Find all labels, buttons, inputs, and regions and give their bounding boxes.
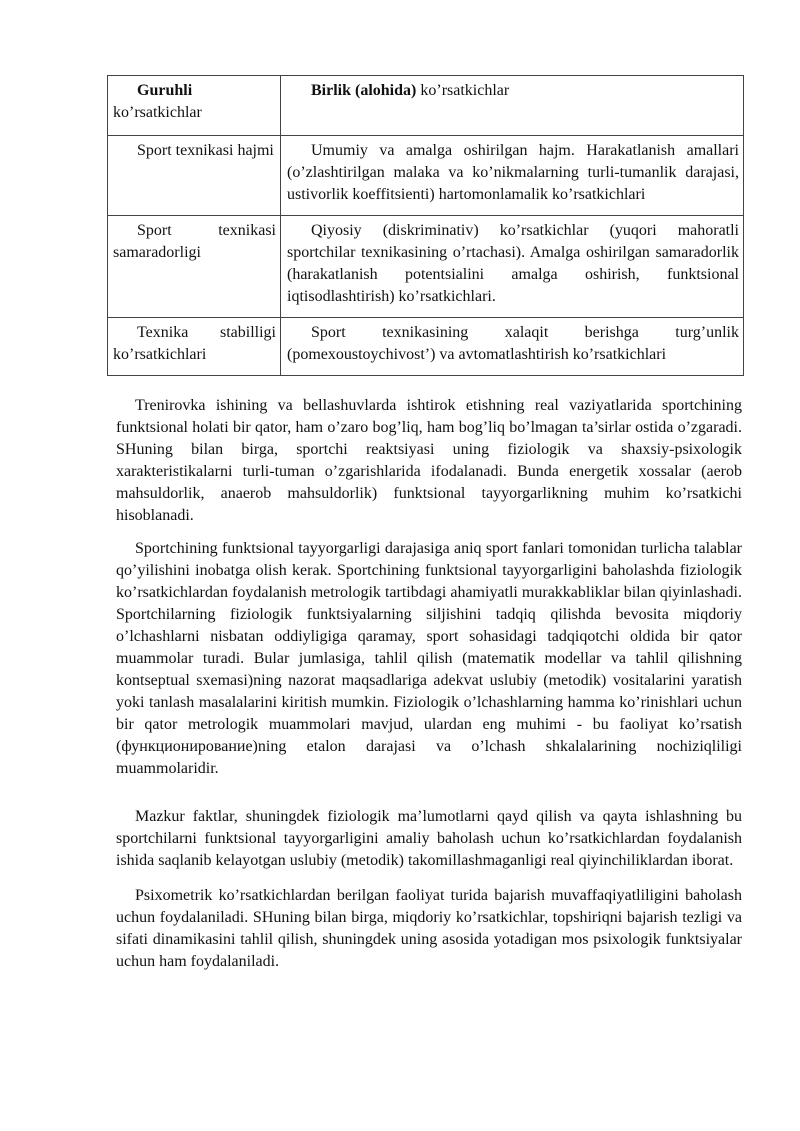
header-details-rest: ko’rsatkichlar	[416, 82, 510, 99]
table-header-row	[108, 76, 744, 136]
table-cell-details: Qiyosiy (diskriminativ) ko’rsatkichlar (yuqori mahoratli sportchilar texnikasining o’rtachasi). Amalga oshirilgan samaradorlik (harakatlanish potentsialini amalga oshirish, funktsional iqtisodlashtirish) ko’rsatkichlari.	[281, 216, 744, 318]
body-paragraph-2: Sportchining funktsional tayyorgarligi darajasiga aniq sport fanlari tomonidan turlicha talablar qo’yilishini inobatga olish kerak. Sportchining funktsional tayyorgarligini baholashda fiziologik ko’rsatkichlardan foydalanish metrologik tartibdagi ahamiyatli murakkabliklar bilan qiyinlashadi. Sportchilarning fiziologik funktsiyalarning siljishini tadqiq qilishda bevosita miqdoriy o’lchashlarni nisbatan oddiyligiga qaramay, sport sohasidagi tadqiqotchi oldida bir qator muammolar turadi. Bular jumlasiga, tahlil qilish (matematik modellar va tahlil qilishning kontseptual sxemasi)ning nazorat maqsadlariga adekvat uslubiy (metodik) vositalarini yaratish yoki tanlash masalalarini kiritish mumkin. Fiziologik o’lchashlarning hamma ko’rinishlari uchun bir qator metrologik muammolari mavjud, ulardan eng muhimi - bu faoliyat ko’rsatish (функционирование)ning etalon darajasi va o’lchash shkalalarining nochiziqliligi muammolaridir.	[116, 540, 742, 777]
table-header-details	[281, 76, 744, 136]
table-cell-group: Texnika stabilligi ko’rsatkichlari	[108, 318, 281, 376]
table-header-group	[108, 76, 281, 136]
header-group-rest: ko’rsatkichlar	[113, 104, 202, 121]
table-cell-group: Sport texnikasi samaradorligi	[108, 216, 281, 318]
table-row	[108, 318, 744, 376]
table-row	[108, 136, 744, 216]
body-paragraph-3: Mazkur faktlar, shuningdek fiziologik ma’lumotlarni qayd qilish va qayta ishlashning bu sportchilarni funktsional tayyorgarligini amaliy baholash uchun ko’rsatkichlardan foydalanish ishida saqlanib kelayotgan uslubiy (metodik) takomillashmaganligi real qiyinchiliklardan iborat.	[116, 808, 742, 869]
table-cell-group: Sport texnikasi hajmi	[108, 136, 281, 216]
indicators-table	[107, 75, 744, 376]
body-paragraph-1: Trenirovka ishining va bellashuvlarda ishtirok etishning real vaziyatlarida sportchining funktsional holati bir qator, ham o’zaro bog’liq, ham bog’liq bo’lmagan ta’sirlar ostida o’zgaradi. SHuning bilan birga, sportchi reaktsiyasi uning fiziologik va shaxsiy-psixologik xarakteristikalarni turli-tuman o’zgarishlarida ifodalanadi. Bunda energetik xossalar (aerob mahsuldorlik, anaerob mahsuldorlik) funktsional tayyorgarlikning muhim ko’rsatkichi hisoblanadi.	[116, 397, 742, 524]
body-paragraph-4: Psixometrik ko’rsatkichlardan berilgan faoliyat turida bajarish muvaffaqiyatliligini baholash uchun foydalaniladi. SHuning bilan birga, miqdoriy ko’rsatkichlar, topshiriqni bajarish tezligi va sifati dinamikasini tahlil qilish, shuningdek uning asosida yotadigan mos psixologik funktsiyalar uchun ham foydalaniladi.	[116, 887, 742, 970]
table-cell-details: Sport texnikasining xalaqit berishga turg’unlik (pomexoustoychivost’) va avtomatlashtirish ko’rsatkichlari	[281, 318, 744, 376]
table-cell-details: Umumiy va amalga oshirilgan hajm. Harakatlanish amallari (o’zlashtirilgan malaka va ko’nikmalarning turli-tumanlik darajasi, ustivorlik koeffitsienti) hartomonlamalik ko’rsatkichlari	[281, 136, 744, 216]
header-group-bold: Guruhli	[137, 82, 193, 99]
header-details-bold: Birlik (alohida)	[311, 82, 417, 99]
table-row	[108, 216, 744, 318]
